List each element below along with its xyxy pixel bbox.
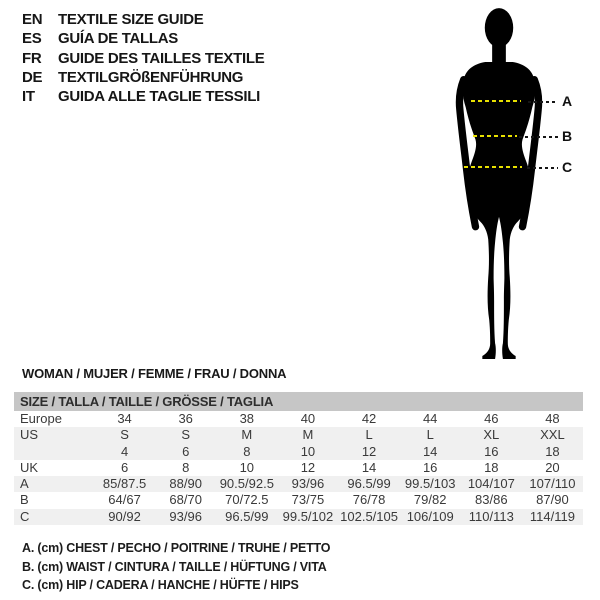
- size-cell: 44: [422, 411, 438, 426]
- size-cell: 114/119: [522, 509, 583, 525]
- size-cell: 42: [361, 411, 377, 426]
- size-cell: 104/107: [461, 476, 522, 492]
- lang-title: GUIDE DES TAILLES TEXTILE: [58, 49, 265, 67]
- gender-heading: WOMAN / MUJER / FEMME / FRAU / DONNA: [22, 366, 287, 381]
- size-cell: 102.5/105: [340, 508, 398, 524]
- size-cell: 85/87.5: [94, 476, 155, 492]
- size-cell: S: [155, 427, 216, 443]
- row-label: UK: [20, 459, 39, 475]
- language-title-block: [22, 10, 264, 106]
- size-cell: L: [339, 427, 400, 443]
- size-cell: 87/90: [536, 492, 569, 508]
- silhouette-neck: [492, 37, 506, 63]
- woman-silhouette-svg: [450, 5, 548, 367]
- size-cell: 68/70: [169, 492, 202, 508]
- title-row-fr: [22, 49, 264, 68]
- table-row: [14, 411, 583, 427]
- table-row: [14, 460, 583, 476]
- table-row: [14, 444, 583, 460]
- size-cell: 79/82: [413, 492, 447, 508]
- size-cell: 20: [545, 459, 560, 475]
- size-cell: 48: [545, 411, 560, 426]
- row-label: A: [14, 476, 94, 492]
- size-cell: 34: [117, 411, 132, 426]
- size-table-header: SIZE / TALLA / TAILLE / GRÖSSE / TAGLIA: [14, 392, 583, 411]
- size-cell: 38: [239, 411, 255, 426]
- size-cell: 83/86: [475, 492, 508, 508]
- size-cell: 18: [484, 459, 499, 475]
- size-cell: 96.5/99: [339, 476, 400, 492]
- row-label: US: [14, 427, 94, 443]
- lang-code: DE: [22, 69, 43, 87]
- size-cell: 18: [522, 444, 583, 460]
- waist-leader-line: [519, 136, 558, 138]
- lang-code: EN: [22, 11, 43, 29]
- size-cell: 10: [277, 444, 338, 460]
- woman-silhouette-image: [450, 5, 548, 367]
- lang-code: IT: [22, 88, 35, 106]
- size-cell: L: [400, 427, 461, 443]
- size-cell: 110/113: [461, 509, 522, 525]
- size-cell: 36: [178, 411, 193, 426]
- legend-waist: B. (cm) WAIST / CINTURA / TAILLE / HÜFTUNG / VITA: [22, 559, 327, 574]
- size-cell: 88/90: [155, 476, 216, 492]
- hip-label: C: [562, 159, 573, 175]
- row-label: C: [14, 509, 94, 525]
- chest-label: A: [562, 93, 573, 109]
- size-cell: 99.5/102: [277, 509, 338, 525]
- size-cell: 6: [155, 444, 216, 460]
- size-cell: 96.5/99: [216, 509, 277, 525]
- size-cell: 12: [300, 459, 316, 475]
- lang-code: ES: [22, 30, 42, 48]
- lang-title: GUÍA DE TALLAS: [58, 30, 178, 48]
- size-cell: 40: [300, 411, 316, 426]
- size-cell: 16: [422, 459, 438, 475]
- size-cell: 90.5/92.5: [216, 476, 277, 492]
- size-cell: 4: [94, 444, 155, 460]
- lang-title: GUIDA ALLE TAGLIE TESSILI: [58, 88, 260, 106]
- size-cell: 6: [120, 459, 129, 475]
- size-cell: 99.5/103: [400, 476, 461, 492]
- size-cell: M: [216, 427, 277, 443]
- measurement-legend: [22, 539, 330, 595]
- size-cell: 93/96: [277, 476, 338, 492]
- size-cell: 46: [484, 411, 499, 426]
- size-table: [14, 392, 583, 525]
- row-label: [14, 444, 94, 460]
- table-row: [14, 509, 583, 525]
- size-table-header-row: [14, 392, 583, 411]
- size-cell: 70/72.5: [225, 492, 269, 508]
- size-cell: 107/110: [522, 476, 583, 492]
- title-row-de: [22, 68, 264, 87]
- size-cell: 10: [239, 459, 255, 475]
- legend-chest: A. (cm) CHEST / PECHO / POITRINE / TRUHE / PETTO: [22, 541, 331, 555]
- size-cell: 8: [182, 459, 190, 475]
- size-cell: XL: [461, 427, 522, 443]
- size-cell: S: [94, 427, 155, 443]
- size-cell: 76/78: [352, 492, 386, 508]
- size-cell: 8: [216, 444, 277, 460]
- size-cell: 16: [461, 444, 522, 460]
- size-cell: 106/109: [400, 509, 461, 525]
- lang-code: FR: [22, 49, 42, 67]
- size-cell: XXL: [522, 427, 583, 443]
- waist-measure-line: [473, 135, 517, 137]
- size-cell: 93/96: [155, 509, 216, 525]
- size-cell: 73/75: [291, 492, 325, 508]
- chest-leader-line: [528, 101, 558, 103]
- table-row: [14, 476, 583, 492]
- lang-title: TEXTILGRÖßENFÜHRUNG: [58, 69, 244, 87]
- size-cell: 12: [339, 444, 400, 460]
- size-cell: 90/92: [94, 509, 155, 525]
- title-row-en: [22, 10, 264, 29]
- title-row-it: [22, 87, 264, 106]
- table-row: [14, 427, 583, 443]
- title-row-es: [22, 29, 264, 48]
- hip-measure-line: [464, 166, 522, 168]
- size-cell: 64/67: [108, 492, 141, 508]
- size-cell: M: [277, 427, 338, 443]
- size-cell: 14: [361, 459, 377, 475]
- hip-leader-line: [527, 167, 558, 169]
- chest-measure-line: [471, 100, 521, 102]
- size-cell: 14: [400, 444, 461, 460]
- legend-hip: C. (cm) HIP / CADERA / HANCHE / HÜFTE / HIPS: [22, 578, 299, 592]
- table-row: [14, 492, 583, 508]
- row-label: B: [20, 492, 29, 508]
- row-label: Europe: [20, 411, 62, 426]
- lang-title: TEXTILE SIZE GUIDE: [58, 11, 204, 29]
- waist-label: B: [562, 128, 573, 144]
